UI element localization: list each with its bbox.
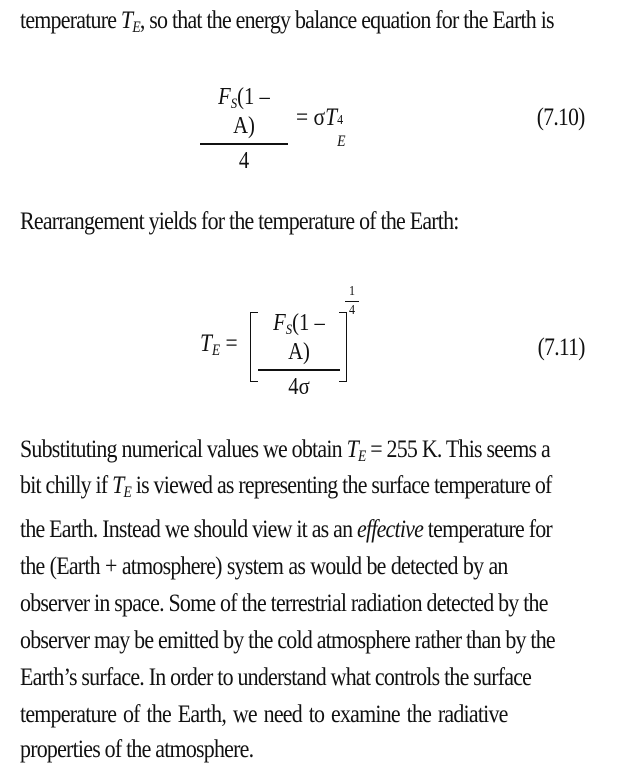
paragraph-line-8: temperature of the Earth, we need to examine the radiative [20, 699, 508, 728]
equation-7-10 [0, 84, 623, 174]
paragraph-line-3: the Earth. Instead we should view it as an effective temperature for [20, 514, 552, 543]
eq-7-10-rhs: = σT 4 E [296, 104, 346, 150]
paragraph-line-7: Earth’s surface. In order to understand what controls the surface [20, 662, 532, 691]
eq-7-11-exponent: 1 4 [345, 284, 359, 319]
left-bracket [250, 312, 258, 382]
intro-line: temperature $T_E$, so that the energy balance equation for the Earth is [20, 5, 554, 36]
paragraph-line-6: observer may be emitted by the cold atmosphere rather than by the [20, 625, 555, 654]
paragraph-line-5: observer in space. Some of the terrestrial radiation detected by the [20, 588, 548, 617]
paragraph-line-2: bit chilly if $T_E$ is viewed as representing the surface temperature of [20, 470, 552, 501]
right-bracket [339, 312, 347, 382]
rearrangement-line: Rearrangement yields for the temperature of the Earth: [20, 206, 459, 235]
equation-7-11 [0, 282, 623, 400]
paragraph-line-1: Substituting numerical values we obtain $T_E = 255$ K. This seems a [20, 434, 550, 465]
eq-7-11-lhs: $T_E$ = [200, 330, 238, 359]
paragraph-line-4: the (Earth + atmosphere) system as would be detected by an [20, 551, 508, 580]
equation-number-7-10: (7.10) [537, 104, 585, 131]
eq-7-11-fraction: $F_S(1 - A)$ 4σ [258, 310, 340, 401]
eq-7-10-fraction: $F_S(1 - A)$ 4 [200, 84, 288, 175]
paragraph-line-9: properties of the atmosphere. [20, 734, 254, 763]
equation-number-7-11: (7.11) [537, 334, 585, 361]
